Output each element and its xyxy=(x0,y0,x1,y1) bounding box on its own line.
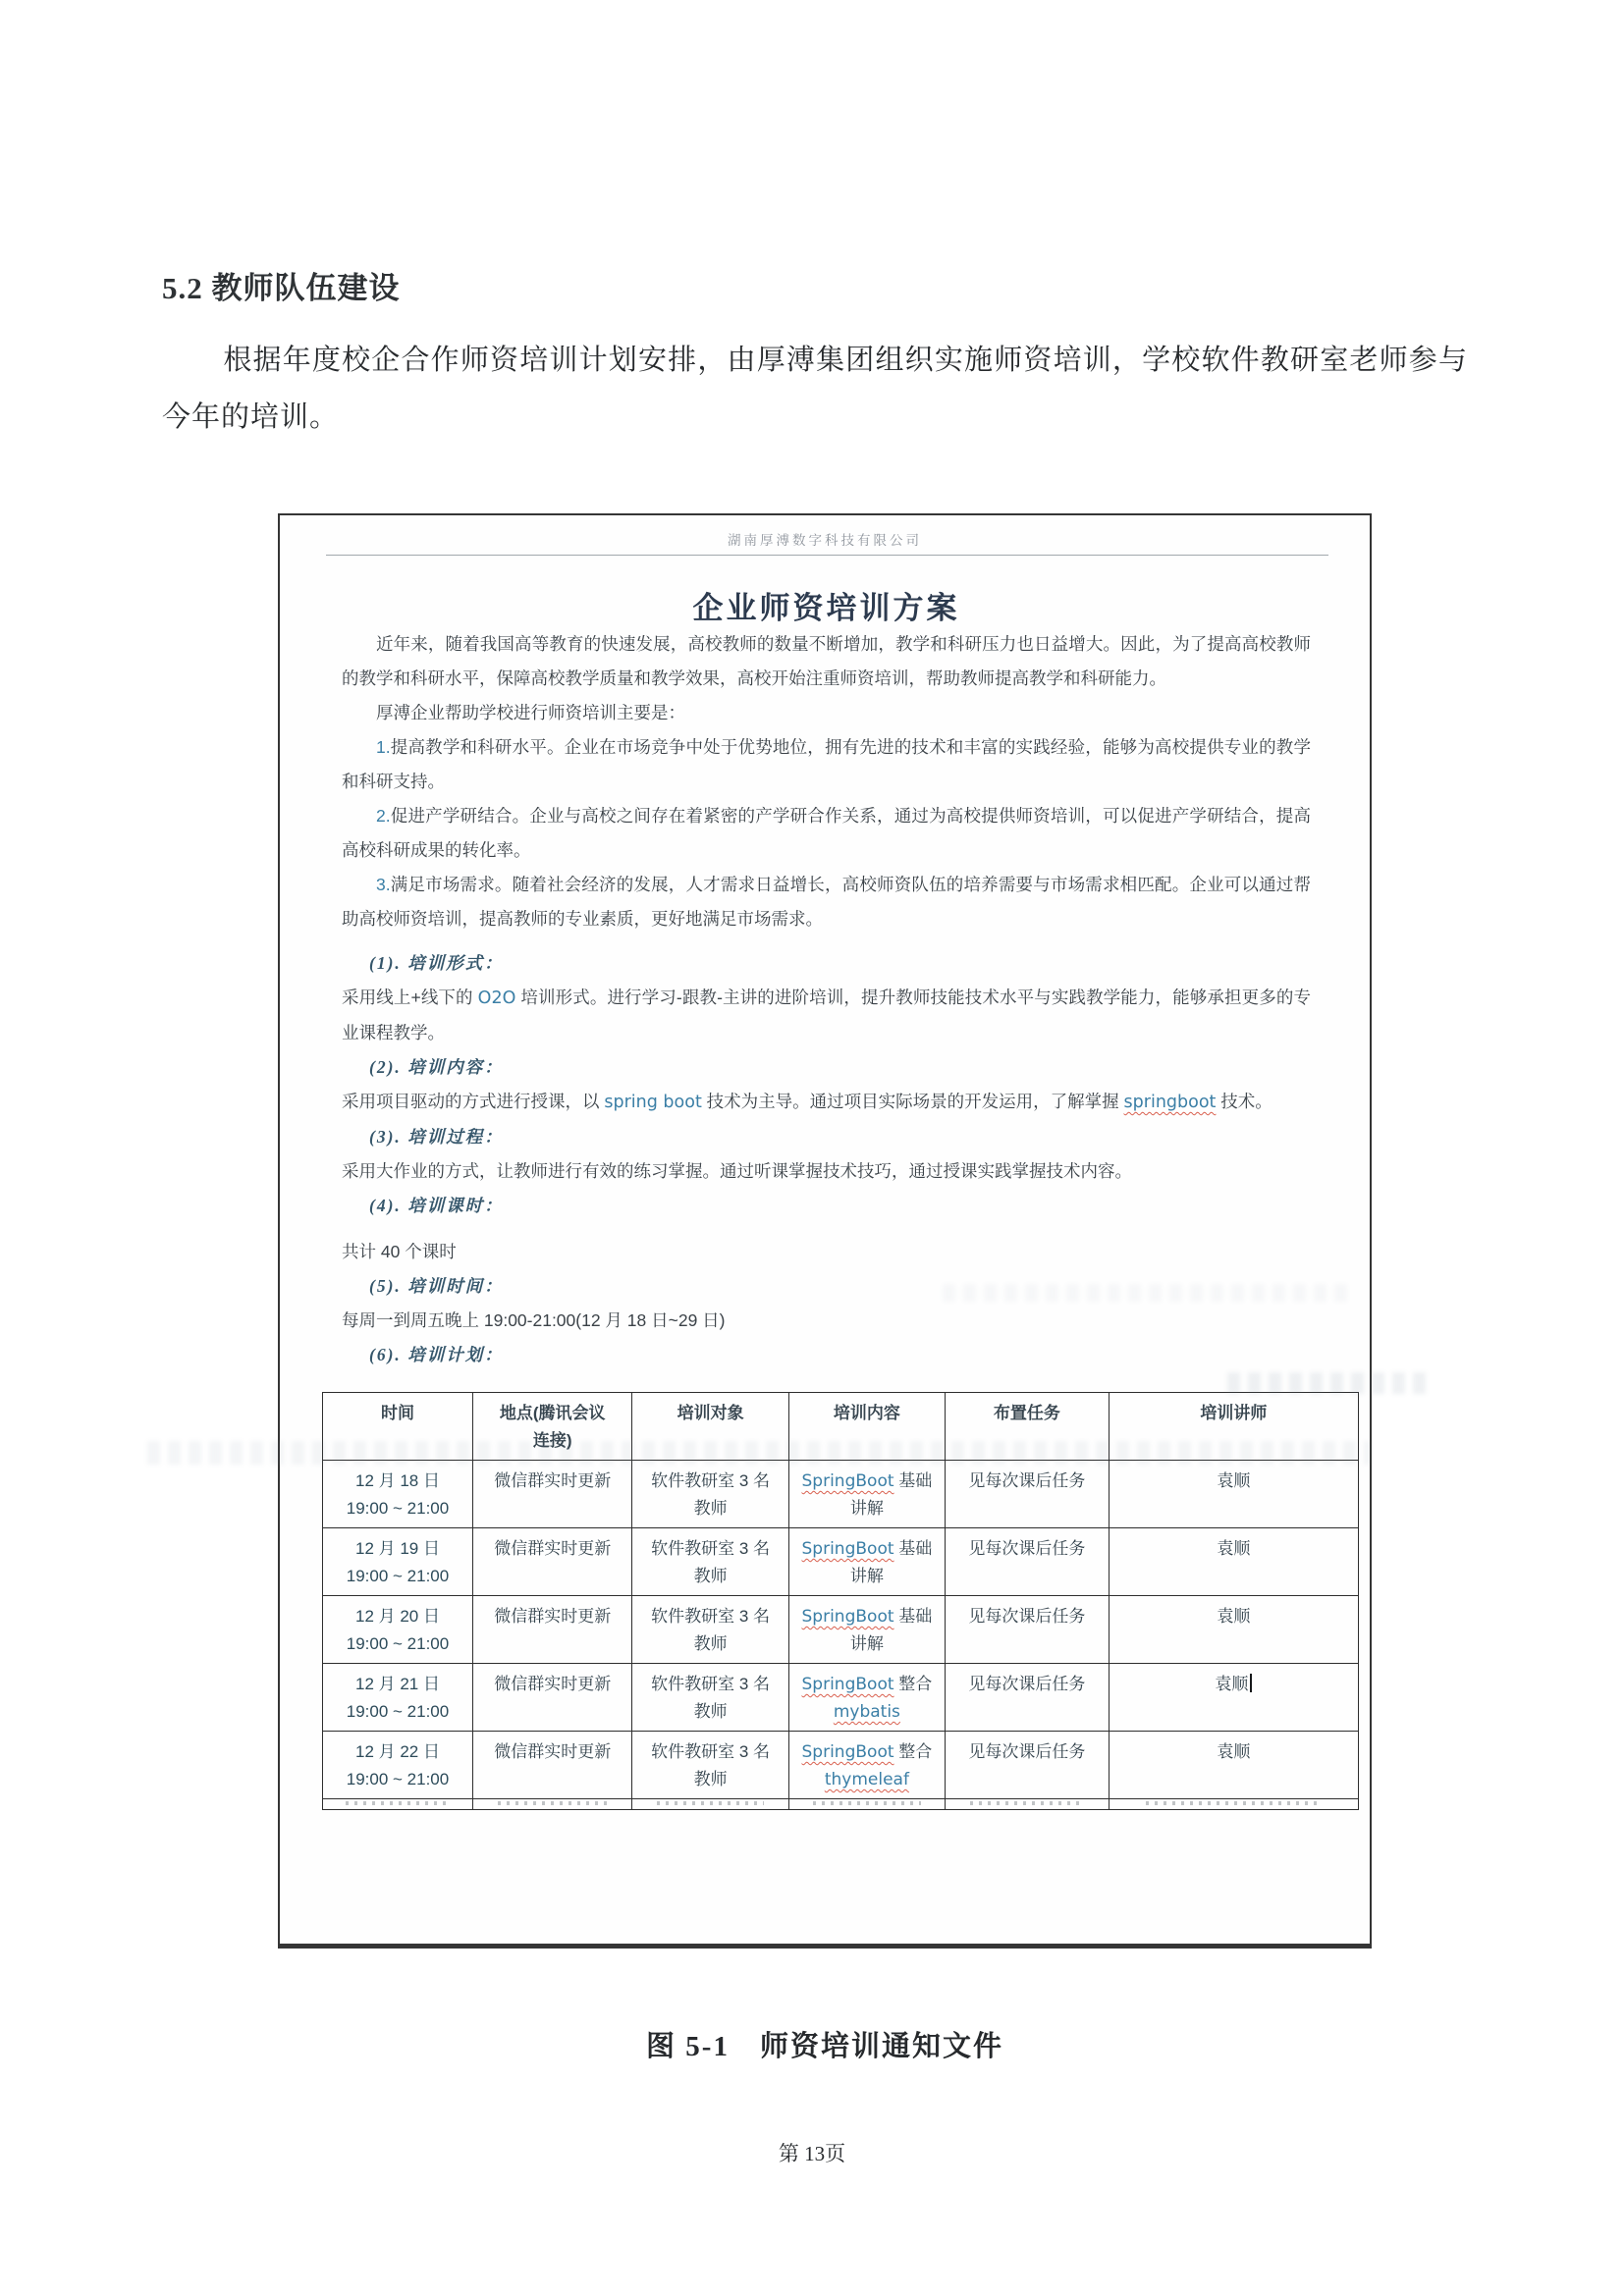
cell-content: SpringBoot 整合 thymeleaf xyxy=(788,1732,945,1799)
cell-trainer: 袁顺 xyxy=(1109,1596,1358,1664)
table-row xyxy=(323,1596,1359,1664)
table-row xyxy=(323,1732,1359,1799)
training-process-body: 采用大作业的方式，让教师进行有效的练习掌握。通过听课掌握技术技巧，通过授课实践掌握技术内容。 xyxy=(342,1161,1132,1181)
benefit-item-1 xyxy=(342,730,1311,799)
figure-caption: 图 5-1 师资培训通知文件 xyxy=(646,2031,1003,2062)
cell-clipped xyxy=(1109,1799,1358,1810)
cell-time: 12 月 22 日 19:00 ~ 21:00 xyxy=(323,1732,473,1799)
table-row-clipped xyxy=(323,1799,1359,1810)
cell-location: 微信群实时更新 xyxy=(472,1664,631,1732)
cell-task: 见每次课后任务 xyxy=(946,1461,1110,1528)
benefit-number: 1. xyxy=(376,737,391,757)
cell-task: 见每次课后任务 xyxy=(946,1664,1110,1732)
cell-location: 微信群实时更新 xyxy=(472,1596,631,1664)
cell-trainer: 袁顺 xyxy=(1109,1732,1358,1799)
cell-content: SpringBoot 基础 讲解 xyxy=(788,1596,945,1664)
section-label-training-form: (1). 培训形式： xyxy=(369,953,504,973)
cell-task: 见每次课后任务 xyxy=(946,1732,1110,1799)
training-hours-body: 共计 40 个课时 xyxy=(342,1242,457,1261)
cell-audience: 软件教研室 3 名 教师 xyxy=(632,1461,788,1528)
body-text: 技术。 xyxy=(1216,1092,1272,1111)
cell-content: SpringBoot 整合 mybatis xyxy=(788,1664,945,1732)
cell-clipped xyxy=(472,1799,631,1810)
cell-time: 12 月 19 日 19:00 ~ 21:00 xyxy=(323,1528,473,1596)
body-text: 培训形式。进行学习-跟教-主讲的进阶培训，提升教师技能技术水平与实践教学能力，能够承担更多的专业课程教学。 xyxy=(342,988,1311,1042)
benefit-text: 提高教学和科研水平。企业在市场竞争中处于优势地位，拥有先进的技术和丰富的实践经验，能够为高校提供专业的教学和科研支持。 xyxy=(342,737,1311,791)
cell-trainer: 袁顺 xyxy=(1109,1528,1358,1596)
body-text: 采用项目驱动的方式进行授课，以 xyxy=(342,1092,605,1111)
cell-content: SpringBoot 基础 讲解 xyxy=(788,1528,945,1596)
document-title: 企业师资培训方案 xyxy=(692,591,960,625)
header-location-line2: 连接) xyxy=(532,1431,572,1450)
cell-clipped xyxy=(323,1799,473,1810)
cell-audience: 软件教研室 3 名 教师 xyxy=(632,1732,788,1799)
cell-location: 微信群实时更新 xyxy=(472,1528,631,1596)
benefit-item-2 xyxy=(342,799,1311,868)
cell-task: 见每次课后任务 xyxy=(946,1596,1110,1664)
company-header: 湖南厚溥数字科技有限公司 xyxy=(728,533,922,548)
page-number: 第 13页 xyxy=(778,2142,846,2165)
text-cursor xyxy=(1250,1674,1252,1692)
cell-task: 见每次课后任务 xyxy=(946,1528,1110,1596)
section-label-training-hours: (4). 培训课时： xyxy=(369,1196,504,1215)
table-row xyxy=(323,1528,1359,1596)
cell-location: 微信群实时更新 xyxy=(472,1732,631,1799)
section-heading: 5.2 教师队伍建设 xyxy=(162,271,401,305)
section-label-training-content: (2). 培训内容： xyxy=(369,1057,504,1077)
intro-paragraph: 根据年度校企合作师资培训计划安排，由厚溥集团组织实施师资培训，学校软件教研室老师参与今年的培训。 xyxy=(162,345,1468,433)
header-audience: 培训对象 xyxy=(632,1393,788,1461)
benefit-number: 3. xyxy=(376,875,391,894)
cell-audience: 软件教研室 3 名 教师 xyxy=(632,1664,788,1732)
table-header-row xyxy=(323,1393,1359,1461)
cell-trainer: 袁顺 xyxy=(1109,1664,1358,1732)
o2o-term: O2O xyxy=(477,988,516,1008)
header-trainer: 培训讲师 xyxy=(1109,1393,1358,1461)
document-lead-in: 厚溥企业帮助学校进行师资培训主要是： xyxy=(376,703,685,722)
table-row xyxy=(323,1461,1359,1528)
training-form-body xyxy=(342,981,1311,1050)
cell-audience: 软件教研室 3 名 教师 xyxy=(632,1528,788,1596)
body-text: 技术为主导。通过项目实际场景的开发运用，了解掌握 xyxy=(701,1092,1124,1111)
body-text: 采用线上+线下的 xyxy=(342,988,478,1007)
document-body xyxy=(280,583,1370,1372)
document-intro: 近年来，随着我国高等教育的快速发展，高校教师的数量不断增加，教学和科研压力也日益增大。因此，为了提高高校教师的教学和科研水平，保障高校教学质量和教学效果，高校开始注重师资培训，帮助教师提高教学和科研能力。 xyxy=(342,634,1311,688)
cell-clipped xyxy=(788,1799,945,1810)
training-content-body xyxy=(342,1085,1311,1120)
header-location-line1: 地点(腾讯会议 xyxy=(499,1404,606,1422)
benefit-item-3 xyxy=(342,868,1311,936)
springboot-term: springboot xyxy=(1123,1093,1217,1112)
table-row xyxy=(323,1664,1359,1732)
embedded-document-screenshot xyxy=(278,513,1372,1949)
benefit-number: 2. xyxy=(376,806,391,826)
cell-trainer: 袁顺 xyxy=(1109,1461,1358,1528)
cell-clipped xyxy=(632,1799,788,1810)
header-location xyxy=(472,1393,631,1461)
section-label-training-time: (5). 培训时间： xyxy=(369,1276,504,1296)
header-rule xyxy=(326,555,1328,556)
cell-audience: 软件教研室 3 名 教师 xyxy=(632,1596,788,1664)
cell-time: 12 月 21 日 19:00 ~ 21:00 xyxy=(323,1664,473,1732)
header-content: 培训内容 xyxy=(788,1393,945,1461)
cell-location: 微信群实时更新 xyxy=(472,1461,631,1528)
header-task: 布置任务 xyxy=(946,1393,1110,1461)
section-label-training-process: (3). 培训过程： xyxy=(369,1127,504,1147)
cell-time: 12 月 20 日 19:00 ~ 21:00 xyxy=(323,1596,473,1664)
cell-content: SpringBoot 基础 讲解 xyxy=(788,1461,945,1528)
header-time: 时间 xyxy=(323,1393,473,1461)
benefit-text: 促进产学研结合。企业与高校之间存在着紧密的产学研合作关系，通过为高校提供师资培训，可以促进产学研结合，提高高校科研成果的转化率。 xyxy=(342,806,1311,860)
spring-boot-term: spring boot xyxy=(604,1093,702,1112)
training-time-body: 每周一到周五晚上 19:00-21:00(12 月 18 日~29 日) xyxy=(342,1310,726,1330)
benefit-text: 满足市场需求。随着社会经济的发展，人才需求日益增长，高校师资队伍的培养需要与市场需求相匹配。企业可以通过帮助高校师资培训，提高教师的专业素质，更好地满足市场需求。 xyxy=(342,875,1311,929)
cell-clipped xyxy=(946,1799,1110,1810)
cell-time: 12 月 18 日 19:00 ~ 21:00 xyxy=(323,1461,473,1528)
training-plan-table xyxy=(322,1392,1359,1810)
section-label-training-plan: (6). 培训计划： xyxy=(369,1345,504,1364)
